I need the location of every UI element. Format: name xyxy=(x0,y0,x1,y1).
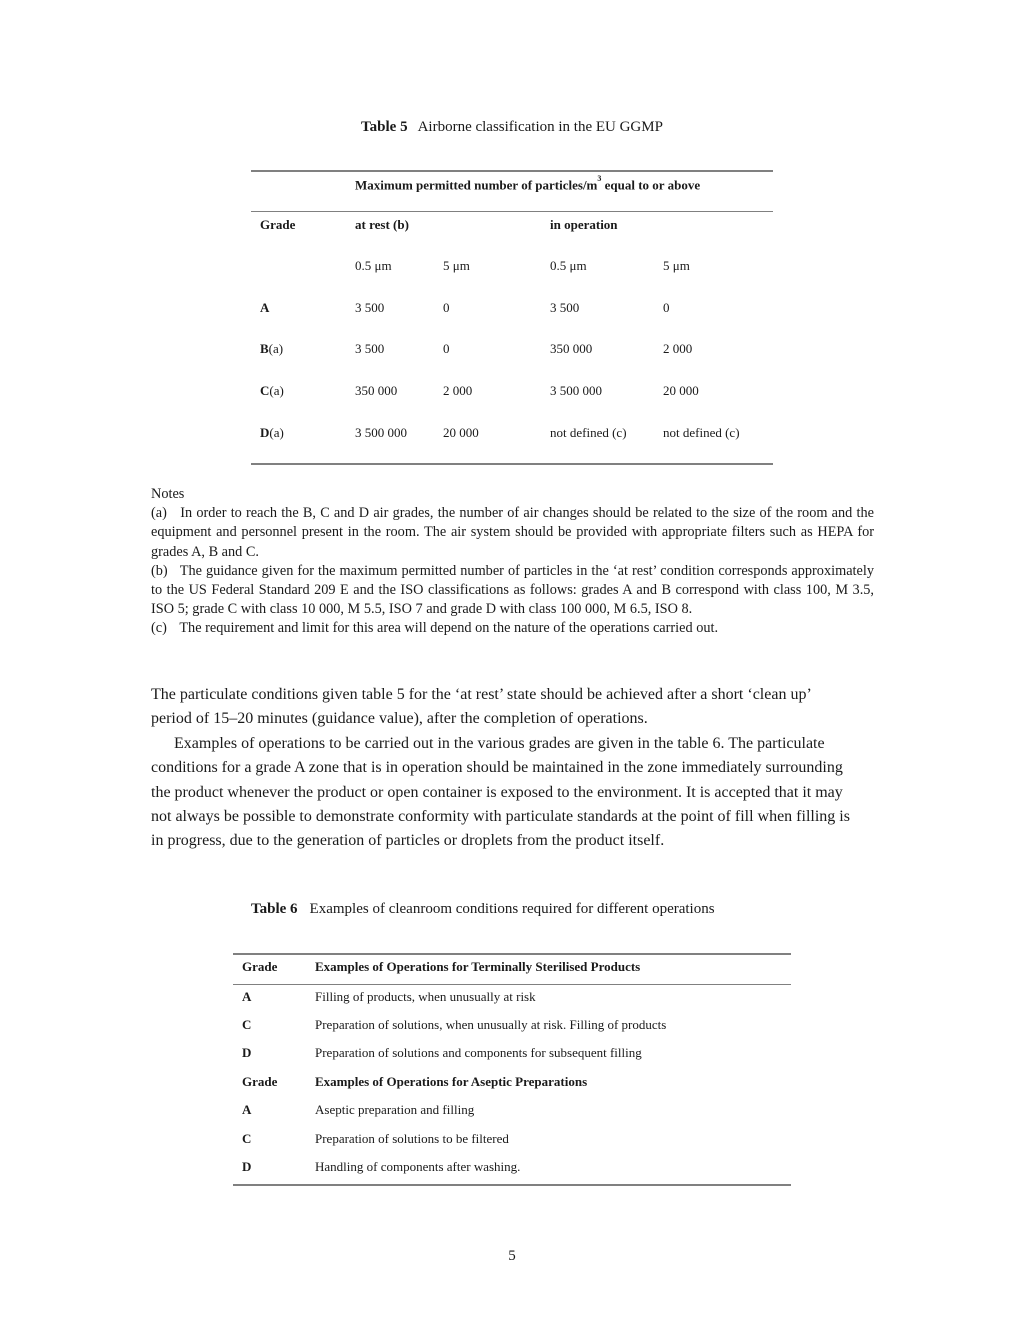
page-number: 5 xyxy=(508,1248,516,1264)
table6-mid-rule xyxy=(233,984,791,985)
table5-cell: 2 000 xyxy=(663,341,693,356)
table6-row: C Preparation of solutions, when unusually at risk. Filling of products xyxy=(242,1017,667,1032)
table5-caption xyxy=(0,119,1024,136)
table6-row: A Filling of products, when unusually at risk xyxy=(242,989,536,1004)
table5-subcol: 5 μm xyxy=(443,258,470,273)
table6-header-row: Grade Examples of Operations for Terminally Sterilised Products xyxy=(242,959,641,974)
table5-bottom-rule xyxy=(251,463,773,465)
body-paragraph: Examples of operations to be carried out in the various grades are given in the table 6. The particulate conditions for a grade A zone that is in operation should be maintained in the zone immediately surrounding the product whenever the product or open container is exposed to the environment. It is accepted that it may not always be possible to demonstrate conformity with particulate standards at the point of fill when filling is in progress, due to the generation of particles or droplets from the product itself. xyxy=(151,734,850,850)
table5-cell: 20 000 xyxy=(443,425,479,440)
body-text xyxy=(151,683,851,854)
table5-cell: 3 500 000 xyxy=(550,383,602,398)
table5-col-in-operation: in operation xyxy=(550,217,618,232)
table5-cell: not defined (c) xyxy=(663,425,740,440)
note-item: (c) The requirement and limit for this area will depend on the nature of the operations carried out. xyxy=(151,620,719,637)
table6-row: D Preparation of solutions and components for subsequent filling xyxy=(242,1045,642,1060)
table6-row: C Preparation of solutions to be filtered xyxy=(242,1131,509,1146)
table5-cell: 3 500 000 xyxy=(355,425,407,440)
table6-top-rule xyxy=(233,953,791,955)
table5-cell: 0 xyxy=(443,341,450,356)
table5-cell: 350 000 xyxy=(550,341,593,356)
notes-section xyxy=(151,485,874,639)
table5-col-grade: Grade xyxy=(260,217,296,232)
table6-bottom-rule xyxy=(233,1184,791,1186)
notes-title: Notes xyxy=(151,486,185,502)
table5-subcol: 0.5 μm xyxy=(550,258,587,273)
table6-caption-label: Table 6 xyxy=(251,901,298,917)
table5-cell: 0 xyxy=(663,300,670,315)
table5-cell: 20 000 xyxy=(663,383,699,398)
table5-row-grade: B(a) xyxy=(260,341,284,356)
table5-cell: 3 500 xyxy=(355,300,385,315)
table5-col-at-rest: at rest (b) xyxy=(355,217,409,232)
table5-row-grade: C(a) xyxy=(260,383,284,398)
table5-cell: 3 500 xyxy=(550,300,580,315)
table5-cell: not defined (c) xyxy=(550,425,627,440)
body-paragraph: The particulate conditions given table 5 for the ‘at rest’ state should be achieved after a short ‘clean up’ period of 15–20 minutes (guidance value), after the completion of operations. xyxy=(151,686,811,728)
table5-cell: 2 000 xyxy=(443,383,473,398)
table6-caption xyxy=(251,901,715,918)
table5-cell: 0 xyxy=(443,300,450,315)
table5-caption-text: Airborne classification in the EU GGMP xyxy=(417,119,663,135)
table6-row: A Aseptic preparation and filling xyxy=(242,1102,475,1117)
table5-header-main: Maximum permitted number of particles/$m^3$ equal to or above xyxy=(355,174,701,193)
table5-row-grade: D(a) xyxy=(260,425,284,440)
table5-subcol: 0.5 μm xyxy=(355,258,392,273)
table5-caption-label: Table 5 xyxy=(361,119,408,135)
table5-row-grade: A xyxy=(260,300,270,315)
table5-cell: 350 000 xyxy=(355,383,398,398)
table5-cell: 3 500 xyxy=(355,341,385,356)
note-item: (b) The guidance given for the maximum permitted number of particles in the ‘at rest’ condition corresponds approximately to the US Federal Standard 209 E and the ISO classifications as follows: grades A and B correspond with class 100, M 3.5, ISO 5; grade C with class 10 000, M 5.5, ISO 7 and grade D with class 100 000, M 6.5, ISO 8. xyxy=(151,562,874,618)
table5-subcol: 5 μm xyxy=(663,258,690,273)
note-item: (a) In order to reach the B, C and D air grades, the number of air changes should be related to the size of the room and the equipment and personnel present in the room. The air system should be provided with appropriate filters such as HEPA for grades A, B and C. xyxy=(151,505,875,560)
table5-top-rule xyxy=(251,170,773,172)
table6-row: D Handling of components after washing. xyxy=(242,1159,521,1174)
table6-caption-text: Examples of cleanroom conditions required for different operations xyxy=(309,901,715,917)
table5-mid-rule xyxy=(251,211,773,212)
table6-section-header: Grade Examples of Operations for Aseptic Preparations xyxy=(242,1074,588,1089)
